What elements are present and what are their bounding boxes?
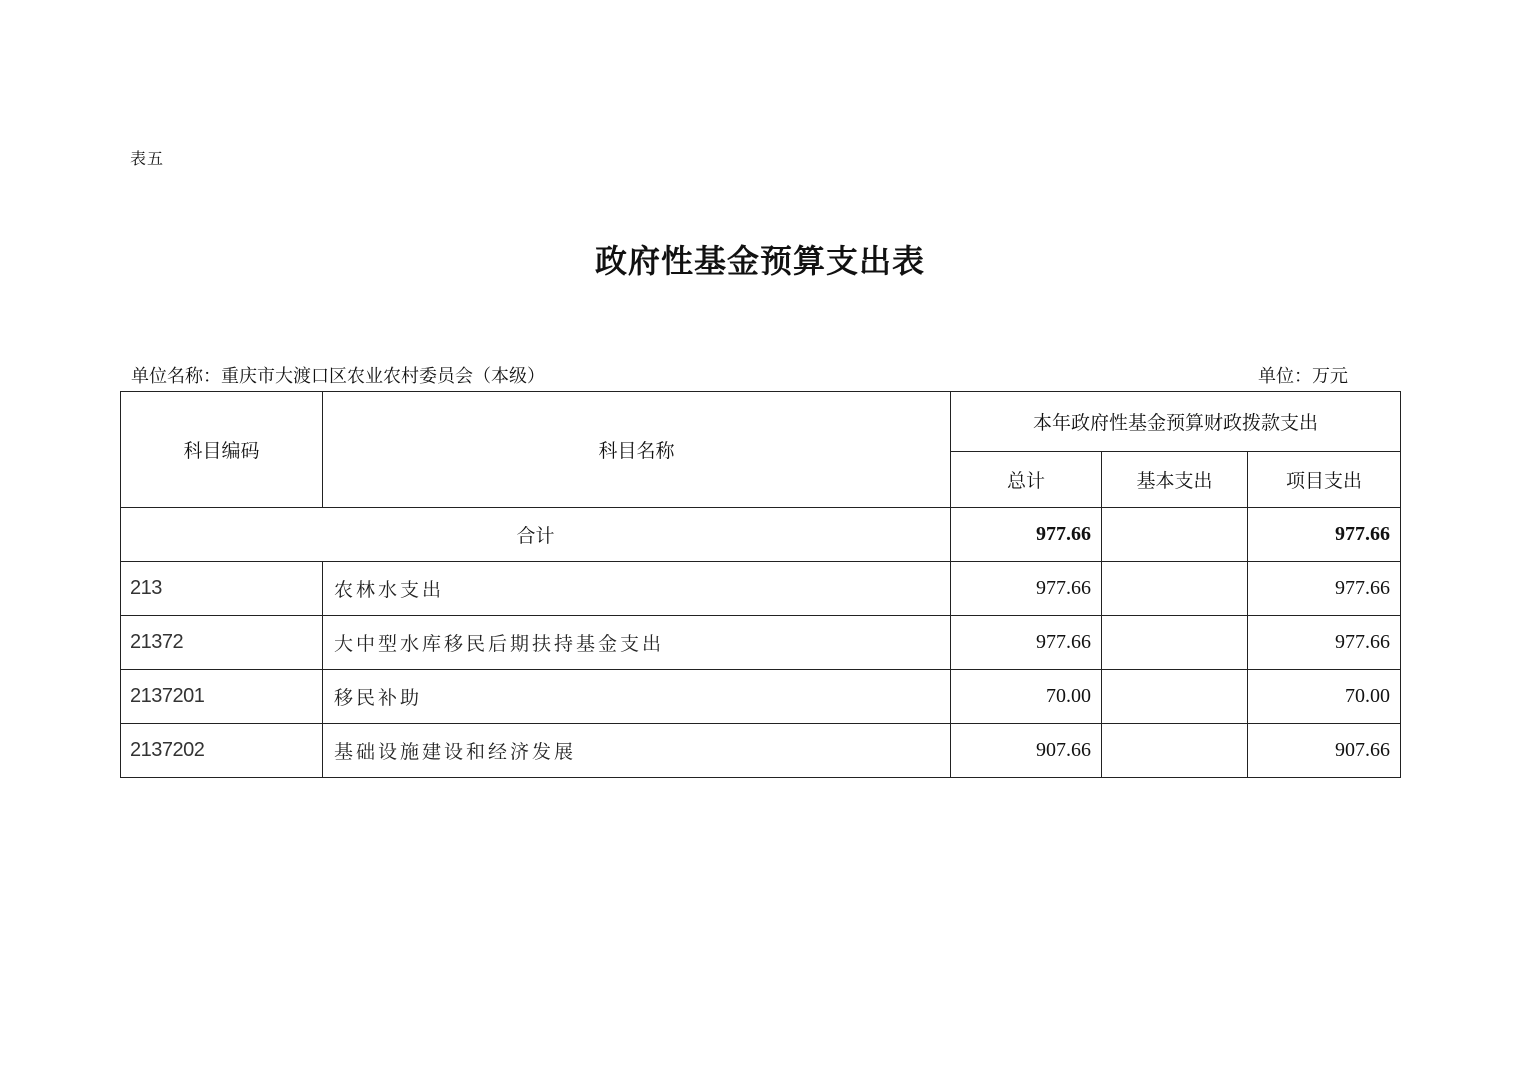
row-total-amount: 907.66	[951, 724, 1102, 778]
row-total-amount: 70.00	[951, 670, 1102, 724]
total-row	[121, 508, 1401, 562]
column-header-project: 项目支出	[1248, 452, 1401, 508]
table-row	[121, 724, 1401, 778]
table-row	[121, 670, 1401, 724]
row-basic-amount	[1102, 670, 1248, 724]
total-label: 合计	[121, 508, 951, 562]
row-project-amount: 977.66	[1248, 562, 1401, 616]
table-row	[121, 562, 1401, 616]
row-total-amount: 977.66	[951, 616, 1102, 670]
subject-code: 21372	[121, 616, 323, 670]
column-header-code: 科目编码	[121, 392, 323, 508]
total-basic-amount	[1102, 508, 1248, 562]
table-row	[121, 616, 1401, 670]
column-group-header: 本年政府性基金预算财政拨款支出	[951, 392, 1401, 452]
currency-unit-label: 单位：万元	[1258, 366, 1348, 387]
subject-name: 基础设施建设和经济发展	[323, 724, 951, 778]
row-project-amount: 977.66	[1248, 616, 1401, 670]
column-header-total: 总计	[951, 452, 1102, 508]
row-project-amount: 907.66	[1248, 724, 1401, 778]
row-basic-amount	[1102, 562, 1248, 616]
page-title: 政府性基金预算支出表	[594, 242, 925, 280]
subject-name: 大中型水库移民后期扶持基金支出	[323, 616, 951, 670]
total-project-amount: 977.66	[1248, 508, 1401, 562]
subject-name: 移民补助	[323, 670, 951, 724]
row-basic-amount	[1102, 724, 1248, 778]
row-total-amount: 977.66	[951, 562, 1102, 616]
row-basic-amount	[1102, 616, 1248, 670]
header-row	[121, 392, 1401, 452]
budget-table	[120, 391, 1401, 778]
row-project-amount: 70.00	[1248, 670, 1401, 724]
table-number: 表五	[130, 149, 165, 168]
subject-code: 213	[121, 562, 323, 616]
total-amount: 977.66	[951, 508, 1102, 562]
column-header-basic: 基本支出	[1102, 452, 1248, 508]
subject-code: 2137202	[121, 724, 323, 778]
subject-code: 2137201	[121, 670, 323, 724]
column-header-name: 科目名称	[323, 392, 951, 508]
unit-name-label: 单位名称：重庆市大渡口区农业农村委员会（本级）	[131, 366, 545, 387]
subject-name: 农林水支出	[323, 562, 951, 616]
